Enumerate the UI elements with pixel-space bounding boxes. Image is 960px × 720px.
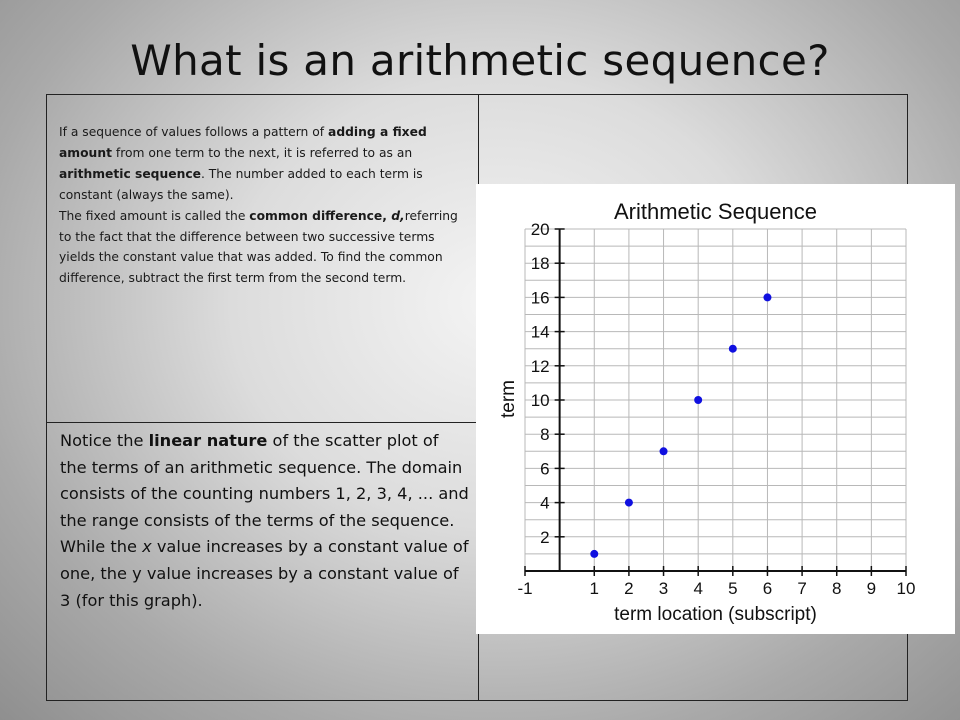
data-point <box>729 345 737 353</box>
note-emphasis: linear nature <box>148 431 268 450</box>
chart-title: Arithmetic Sequence <box>614 199 817 224</box>
definition-text-part: The fixed amount is called the <box>59 208 250 223</box>
x-tick-label: 7 <box>797 579 807 598</box>
y-tick-label: 18 <box>530 254 550 274</box>
x-tick-label: 3 <box>658 579 669 598</box>
note-text-part: of the scatter plot of the terms of an arithmetic sequence. The domain consists of the counting numbers 1, 2, 3, 4, ... and the range consists of the terms of the sequence. While the <box>60 431 469 557</box>
y-tick-label: 4 <box>540 493 550 513</box>
x-tick-label: 6 <box>762 579 773 598</box>
y-tick-label: 20 <box>530 220 550 239</box>
y-axis-label: term <box>498 380 519 418</box>
x-tick-label: 5 <box>728 579 738 598</box>
slide-title: What is an arithmetic sequence? <box>130 36 830 85</box>
definition-emphasis: adding a fixed amount <box>59 125 427 160</box>
scatter-chart <box>476 184 955 634</box>
definition-emphasis: arithmetic sequence <box>59 166 201 181</box>
note-text-part: Notice the <box>60 431 149 450</box>
definition-variable: d, <box>391 208 405 223</box>
y-tick-label: 14 <box>530 322 550 342</box>
y-tick-label: 8 <box>540 425 550 445</box>
definition-text-part: . The number added to each term is constant (always the same). <box>59 166 423 202</box>
y-tick-label: 2 <box>540 527 550 547</box>
data-point <box>625 499 633 507</box>
x-tick-label: 9 <box>866 579 877 598</box>
x-tick-label: 2 <box>624 579 634 598</box>
y-tick-label: 6 <box>540 459 550 479</box>
note-text-part: value increases by a constant value of one, the y value increases by a constant value of 3 (for this graph). <box>60 537 469 610</box>
x-tick-label: 10 <box>896 579 916 598</box>
y-tick-label: 16 <box>530 288 550 308</box>
definition-text-part: If a sequence of values follows a pattern of <box>59 125 329 139</box>
definition-emphasis: common difference, <box>249 208 392 223</box>
chart-panel <box>476 184 955 634</box>
table-row-divider <box>46 422 478 423</box>
definition-text-part: referring to the fact that the difference between two successive terms yields the constant value that was added. To find the common difference, subtract the first term from the second term. <box>59 208 458 286</box>
y-tick-label: 12 <box>530 356 550 376</box>
data-point <box>590 550 598 558</box>
note-variable: x <box>142 537 152 557</box>
x-tick-label: 8 <box>831 579 842 598</box>
data-point <box>694 396 702 404</box>
y-tick-label: 10 <box>530 391 550 410</box>
definition-text <box>59 122 471 289</box>
x-tick-label: -1 <box>517 579 533 598</box>
data-point <box>763 293 771 301</box>
note-text <box>60 428 470 614</box>
x-axis-label: term location (subscript) <box>614 604 817 625</box>
x-tick-label: 1 <box>589 579 600 598</box>
x-tick-label: 4 <box>693 579 703 598</box>
definition-text-part: from one term to the next, it is referred to as an <box>111 145 413 160</box>
data-point <box>660 447 668 455</box>
